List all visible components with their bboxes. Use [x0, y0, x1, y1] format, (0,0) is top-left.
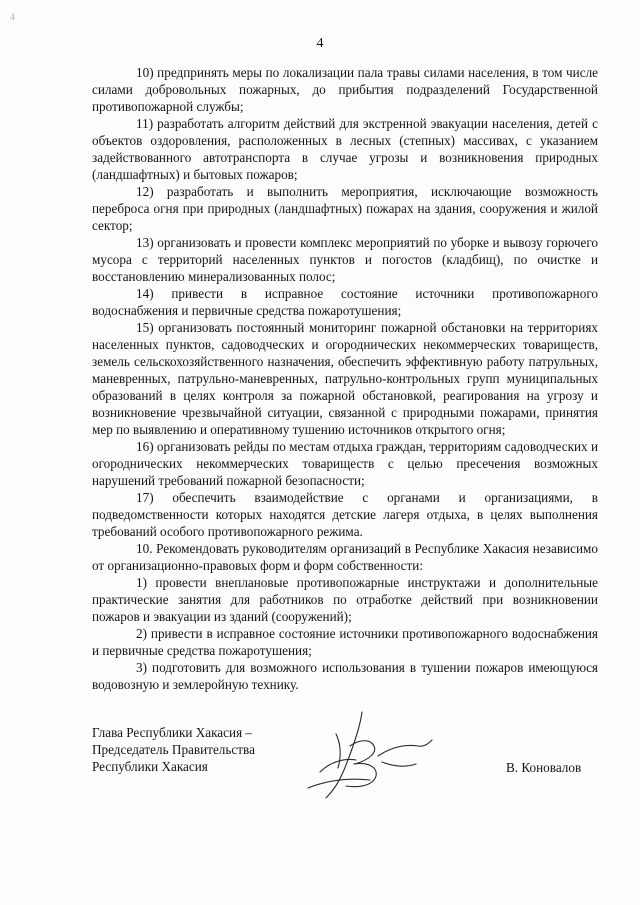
recommendation-item-1: 1) провести внеплановые противопожарные инструктажи и дополнительные практические занятия для работников по отработке действий при возникновении пожаров и эвакуации из зданий (сооружений); [92, 575, 598, 624]
section-10-recommendation: 10. Рекомендовать руководителям организаций в Республике Хакасия независимо от организационно-правовых форм и форм собственности: [92, 541, 598, 573]
paragraph-10-item: 10) предпринять меры по локализации пала травы силами населения, в том числе силами добровольных пожарных, до прибытия подразделений Государственной противопожарной службы; [92, 65, 598, 114]
paragraph-15-item: 15) организовать постоянный мониторинг пожарной обстановки на территориях населенных пунктов, садоводческих и огороднических некоммерческих товариществ, земель сельскохозяйственного назначения, обеспечить эффективную работу патрульных, маневренных, патрульно-маневренных, патрульно-контрольных групп муниципальных образований в целях контроля за пожарной обстановкой, реагирования на угрозу и возникновение чрезвычайной ситуации, связанной с природными пожарами, принятия мер по выявлению и оперативному тушению источников открытого огня; [92, 320, 598, 437]
paragraph-12-item: 12) разработать и выполнить мероприятия, исключающие возможность переброса огня при природных (ландшафтных) пожарах на здания, сооружения и жилой сектор; [92, 184, 598, 233]
paragraph-11-item: 11) разработать алгоритм действий для экстренной эвакуации населения, детей с объектов оздоровления, расположенных в лесных (степных) массивах, с указанием задействованного автотранспорта в случае угрозы и возникновения природных (ландшафтных) и бытовых пожаров; [92, 116, 598, 182]
signatory-title-line: Республики Хакасия [92, 759, 208, 774]
signatory-title [92, 724, 255, 775]
recommendation-item-3: 3) подготовить для возможного использования в тушении пожаров имеющуюся водовозную и землеройную технику. [92, 660, 598, 692]
document-body [92, 64, 598, 693]
signer-name: В. Коновалов [506, 760, 582, 775]
paragraph-13-item: 13) организовать и провести комплекс мероприятий по уборке и вывозу горючего мусора с территорий населенных пунктов и погостов (кладбищ), по очистке и восстановлению минерализованных полос; [92, 235, 598, 284]
paragraph-17-item: 17) обеспечить взаимодействие с органами и организациями, в подведомственности которых находятся детские лагеря отдыха, в целях выполнения требований особого противопожарного режима. [92, 490, 598, 539]
signatory-title-line: Глава Республики Хакасия – [92, 725, 253, 740]
signatory-title-line: Председатель Правительства [92, 742, 255, 757]
paragraph-16-item: 16) организовать рейды по местам отдыха граждан, территориям садоводческих и огороднических некоммерческих товариществ с целью пресечения возможных нарушений требований пожарной безопасности; [92, 439, 598, 488]
page-number: 4 [316, 36, 324, 51]
recommendation-item-2: 2) привести в исправное состояние источники противопожарного водоснабжения и первичные средства пожаротушения; [92, 626, 598, 658]
corner-mark: 4 [10, 12, 15, 23]
paragraph-14-item: 14) привести в исправное состояние источники противопожарного водоснабжения и первичные средства пожаротушения; [92, 286, 598, 318]
handwritten-signature [300, 706, 440, 806]
